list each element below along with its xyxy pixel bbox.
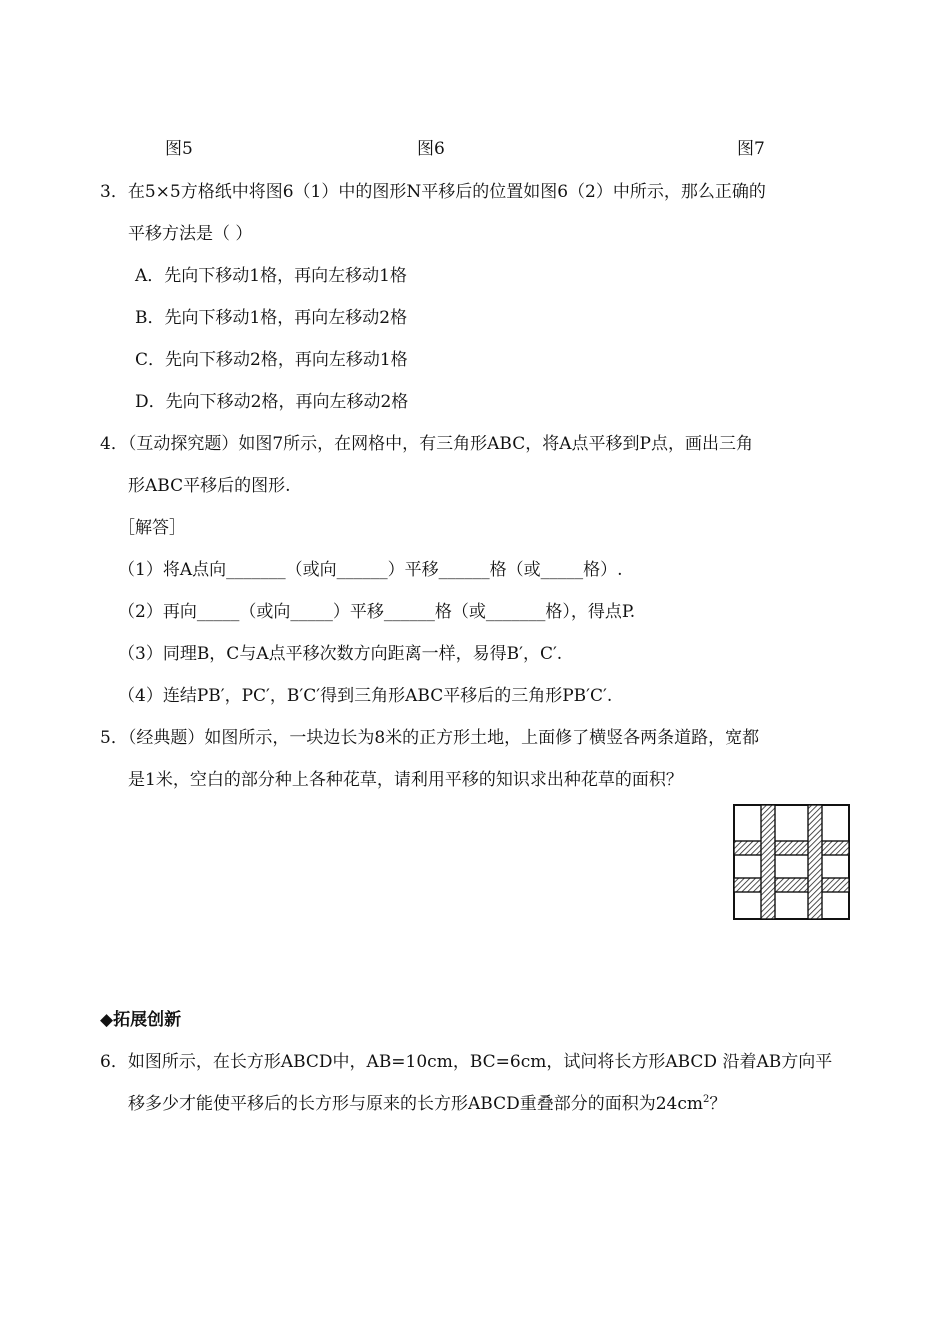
answer-step-1: （1）将A点向_______（或向______）平移______格（或_____格）. <box>118 560 623 580</box>
option-b: B．先向下移动1格，再向左移动2格 <box>135 308 408 328</box>
figure-caption-6: 图6 <box>417 139 445 159</box>
question-4-line-2: 形ABC平移后的图形. <box>128 476 291 496</box>
figure-caption-5: 图5 <box>165 139 193 159</box>
square-land-roads-figure <box>733 804 850 920</box>
answer-label: ［解答］ <box>118 518 186 538</box>
answer-step-4: （4）连结PB′，PC′，B′C′得到三角形ABC平移后的三角形PB′C′. <box>118 686 613 706</box>
horizontal-road-1 <box>734 841 849 855</box>
option-a: A．先向下移动1格，再向左移动1格 <box>135 266 407 286</box>
question-3-line-1: 3．在5×5方格纸中将图6（1）中的图形N平移后的位置如图6（2）中所示，那么正确的 <box>100 182 766 202</box>
squared-superscript: 2 <box>703 1094 710 1105</box>
question-5-line-2: 是1米，空白的部分种上各种花草，请利用平移的知识求出种花草的面积？ <box>128 770 683 790</box>
horizontal-road-2 <box>734 878 849 892</box>
answer-step-3: （3）同理B，C与A点平移次数方向距离一样，易得B′，C′. <box>118 644 563 664</box>
question-6-line-1: 6．如图所示，在长方形ABCD中，AB=10cm，BC=6cm，试问将长方形ABCD 沿着AB方向平 <box>100 1052 833 1072</box>
question-5-line-1: 5．（经典题）如图所示，一块边长为8米的正方形土地，上面修了横竖各两条道路，宽都 <box>100 728 760 748</box>
question-6-line-2-text: 移多少才能使平移后的长方形与原来的长方形ABCD重叠部分的面积为24cm <box>128 1094 703 1114</box>
vertical-road-1 <box>761 805 775 919</box>
figure-caption-7: 图7 <box>737 139 765 159</box>
question-6-line-2 <box>128 1092 726 1116</box>
question-3-line-2: 平移方法是（ ） <box>128 224 253 244</box>
option-d: D．先向下移动2格，再向左移动2格 <box>135 392 409 412</box>
land-square <box>734 805 849 919</box>
vertical-road-2 <box>808 805 822 919</box>
option-c: C．先向下移动2格，再向左移动1格 <box>135 350 408 370</box>
question-6-line-2-end: ？ <box>709 1094 727 1114</box>
question-4-line-1: 4．（互动探究题）如图7所示，在网格中，有三角形ABC，将A点平移到P点，画出三角 <box>100 434 753 454</box>
section-heading: ◆拓展创新 <box>100 1010 182 1030</box>
answer-step-2: （2）再向_____（或向_____）平移______格（或_______格），得点P. <box>118 602 636 622</box>
